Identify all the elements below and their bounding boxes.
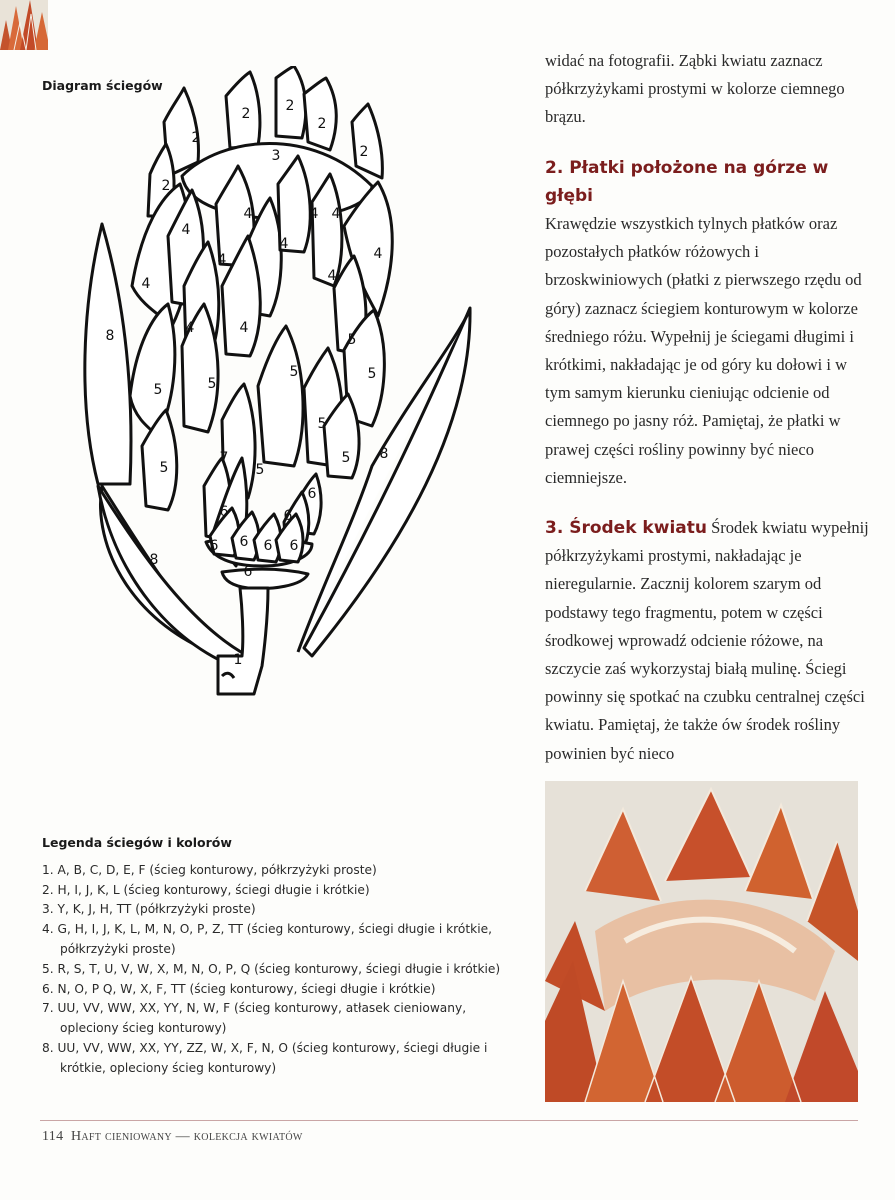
region-number: 1 [233, 652, 243, 668]
region-number: 5 [317, 416, 327, 432]
region-number: 5 [255, 462, 265, 478]
legend-item: 5. R, S, T, U, V, W, X, M, N, O, P, Q (ścieg konturowy, ściegi długie i krótkie) [42, 961, 501, 976]
page-number: 114 [42, 1129, 64, 1144]
legend-item: 2. H, I, J, K, L (ścieg konturowy, ściegi długie i krótkie) [42, 882, 370, 897]
region-number: 8 [379, 446, 389, 462]
legend-item: 7. UU, VV, WW, XX, YY, N, W, F (ścieg konturowy, atłasek cieniowany, opleciony ścieg konturowy) [42, 1001, 467, 1036]
region-number: 6 [209, 538, 219, 554]
region-number: 8 [105, 328, 115, 344]
region-number: 2 [161, 178, 171, 194]
region-number: 4 [181, 222, 191, 238]
region-number: 5 [289, 364, 299, 380]
legend-item: 4. G, H, I, J, K, L, M, N, O, P, Z, TT (ścieg konturowy, ściegi długie i krótkie, półkrzyżyki proste) [42, 922, 492, 956]
region-number: 4 [373, 246, 383, 262]
legend-item: 8. UU, VV, WW, XX, YY, ZZ, W, X, F, N, O (ścieg konturowy, ściegi długie i krótkie, opleciony ścieg konturowy) [42, 1040, 488, 1075]
region-number: 5 [347, 332, 357, 348]
instructions-text [545, 47, 870, 768]
region-number: 4 [327, 268, 337, 284]
region-number: 6 [219, 504, 229, 520]
region-number: 6 [307, 486, 317, 502]
region-number: 5 [341, 450, 351, 466]
region-number: 5 [207, 376, 217, 392]
region-number: 4 [331, 206, 341, 222]
legend-title: Legenda ściegów i kolorów [42, 835, 232, 850]
stitch-legend [42, 833, 502, 1079]
paragraph-section-2: Krawędzie wszystkich tylnych płatków oraz pozostałych płatków różowych i brzoskwiniowych (płatki z pierwszego rzędu od góry) zaznacz ściegiem konturowym w kolorze średniego różu. Wypełnij je ściegami długimi i krótkimi, nakładając je od góry ku dołowi i w tym samym kierunku cieniując odcienie od ciemnego po jasny róż. Pamiętaj, że płatki w prawej części rośliny powinny być nieco ciemniejsze. [545, 214, 862, 487]
region-number: 2 [191, 130, 201, 146]
region-number: 6 [283, 508, 293, 524]
footer-rule [40, 1120, 858, 1121]
legend-item: 6. N, O, P Q, W, X, F, TT (ścieg konturowy, ściegi długie i krótkie) [42, 981, 436, 996]
section-heading-3: 3. Środek kwiatu [545, 518, 707, 539]
region-number: 7 [219, 450, 229, 466]
region-number: 5 [159, 460, 169, 476]
region-number: 6 [243, 564, 253, 580]
region-number: 2 [241, 106, 251, 122]
region-number: 6 [239, 534, 249, 550]
legend-item: 1. A, B, C, D, E, F (ścieg konturowy, półkrzyżyki proste) [42, 862, 377, 877]
region-number: 6 [289, 538, 299, 554]
region-number: 5 [367, 366, 377, 382]
region-number: 5 [153, 382, 163, 398]
page-footer [42, 1129, 303, 1145]
book-title: Haft cieniowany — kolekcja kwiatów [71, 1129, 303, 1144]
region-number: 2 [317, 116, 327, 132]
paragraph-section-3: Środek kwiatu wypełnij półkrzyżykami prostymi, nakładając je nieregularnie. Zacznij kolorem szarym od podstawy tego fragmentu, potem w części środkowej wprowadź odcienie różowe, na szczycie zaś wykorzystaj białą mulinę. Ściegi powinny się spotkać na czubku centralnej części kwiatu. Pamiętaj, że także ów środek rośliny powinien być nieco [545, 518, 869, 763]
region-number: 8 [149, 552, 159, 568]
stitch-diagram [72, 66, 480, 706]
region-number: 4 [309, 206, 319, 222]
embroidery-photo [545, 781, 858, 1102]
region-number: 4 [279, 236, 289, 252]
corner-thumbnail-image [0, 0, 48, 50]
paragraph-continued: widać na fotografii. Ząbki kwiatu zaznacz półkrzyżykami prostymi w kolorze ciemnego brązu. [545, 51, 845, 127]
region-number: 4 [141, 276, 151, 292]
region-number: 6 [263, 538, 273, 554]
region-number: 3 [271, 148, 281, 164]
region-number: 4 [243, 206, 253, 222]
region-number: 4 [217, 252, 227, 268]
region-number: 4 [185, 320, 195, 336]
diagram-title: Diagram ściegów [42, 78, 163, 93]
legend-item: 3. Y, K, J, H, TT (półkrzyżyki proste) [42, 902, 256, 917]
region-number: 2 [285, 98, 295, 114]
region-number: 2 [359, 144, 369, 160]
region-number: 4 [239, 320, 249, 336]
section-heading-2: 2. Płatki położone na górze w głębi [545, 157, 829, 206]
